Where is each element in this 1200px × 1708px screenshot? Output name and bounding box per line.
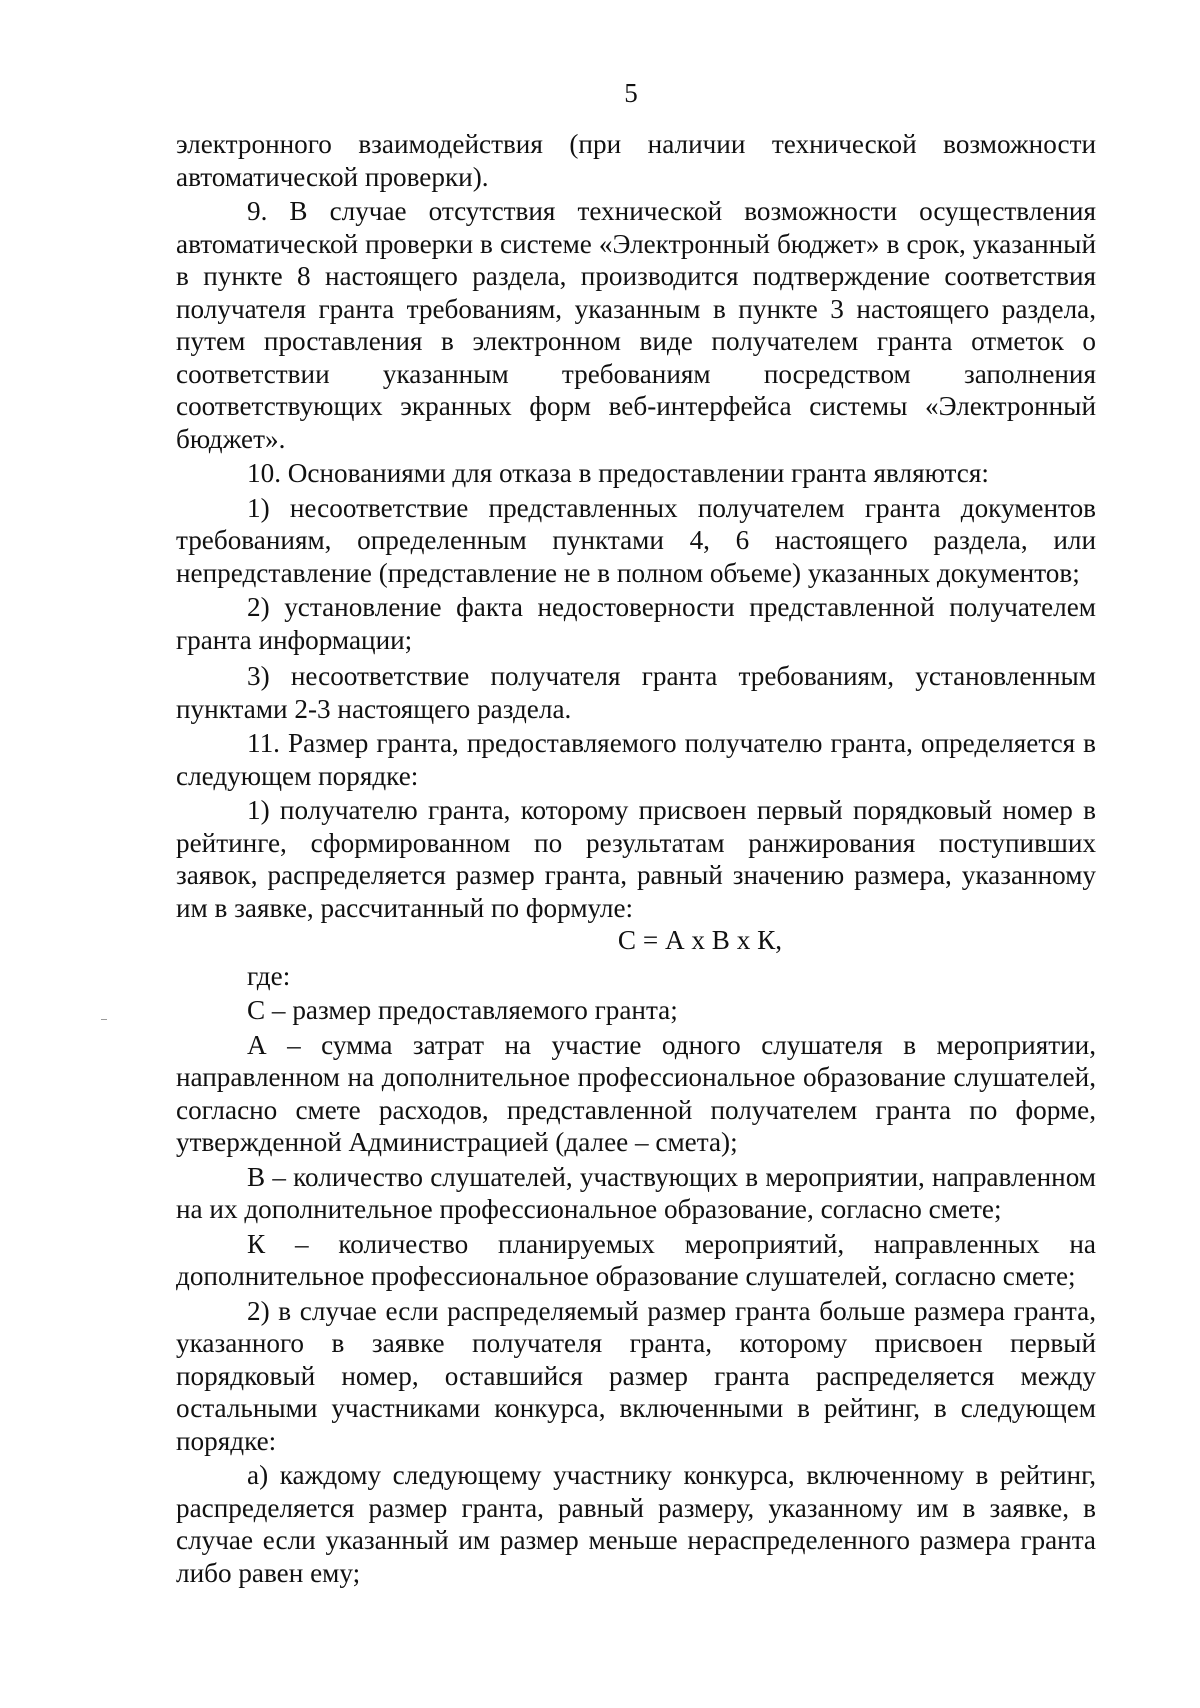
paragraph-item-10: 10. Основаниями для отказа в предоставлении гранта являются: xyxy=(247,458,989,488)
formula: С = А х В х К, xyxy=(617,925,783,955)
paragraph-item-11-2-a: а) каждому следующему участнику конкурса, включенному в рейтинг, распределяется размер гранта, равный размеру, указанному им в заявке, в случае если указанный им размер меньше нераспределенного размера гранта либо равен ему; xyxy=(176,1460,1096,1588)
definition-k: К – количество планируемых мероприятий, направленных на дополнительное профессиональное образование слушателей, согласно смете; xyxy=(176,1228,1096,1291)
paragraph-item-9: 9. В случае отсутствия технической возможности осуществления автоматической проверки в системе «Электронный бюджет» в срок, указанный в пункте 8 настоящего раздела, производится подтверждение соответствия получателя гранта требованиям, указанным в пункте 3 настоящего раздела, путем проставления в электронном виде получателем гранта отметок о соответствии указанным требованиям посредством заполнения соответствующих экранных форм веб-интерфейса системы «Электронный бюджет». xyxy=(176,196,1096,454)
definition-b: В – количество слушателей, участвующих в мероприятии, направленном на их дополнительное профессиональное образование, согласно смете; xyxy=(176,1161,1096,1224)
page-number: 5 xyxy=(624,78,638,108)
scan-artifact xyxy=(101,1019,107,1020)
document-body xyxy=(176,128,1096,1589)
paragraph-item-10-2: 2) установление факта недостоверности представленной получателем гранта информации; xyxy=(176,592,1096,655)
paragraph-item-10-3: 3) несоответствие получателя гранта требованиям, установленным пунктами 2-3 настоящего раздела. xyxy=(176,661,1096,724)
paragraph-item-10-1: 1) несоответствие представленных получателем гранта документов требованиям, определенным пунктами 4, 6 настоящего раздела, или непредставление (представление не в полном объеме) указанных документов; xyxy=(176,492,1096,588)
paragraph-item-11-1: 1) получателю гранта, которому присвоен первый порядковый номер в рейтинге, сформированном по результатам ранжирования поступивших заявок, распределяется размер гранта, равный значению размера, указанному им в заявке, рассчитанный по формуле: xyxy=(176,795,1096,923)
definition-c: С – размер предоставляемого гранта; xyxy=(247,995,678,1025)
definition-a: А – сумма затрат на участие одного слушателя в мероприятии, направленном на дополнительное профессиональное образование слушателей, согласно смете расходов, представленной получателем гранта по форме, утвержденной Администрацией (далее – смета); xyxy=(176,1029,1096,1157)
paragraph-continuation: электронного взаимодействия (при наличии технической возможности автоматической проверки). xyxy=(176,129,1096,192)
paragraph-item-11: 11. Размер гранта, предоставляемого получателю гранта, определяется в следующем порядке: xyxy=(176,728,1096,791)
paragraph-item-11-2: 2) в случае если распределяемый размер гранта больше размера гранта, указанного в заявке получателя гранта, которому присвоен первый порядковый номер, оставшийся размер гранта распределяется между остальными участниками конкурса, включенными в рейтинг, в следующем порядке: xyxy=(176,1295,1096,1456)
formula-where-label: где: xyxy=(247,960,291,991)
